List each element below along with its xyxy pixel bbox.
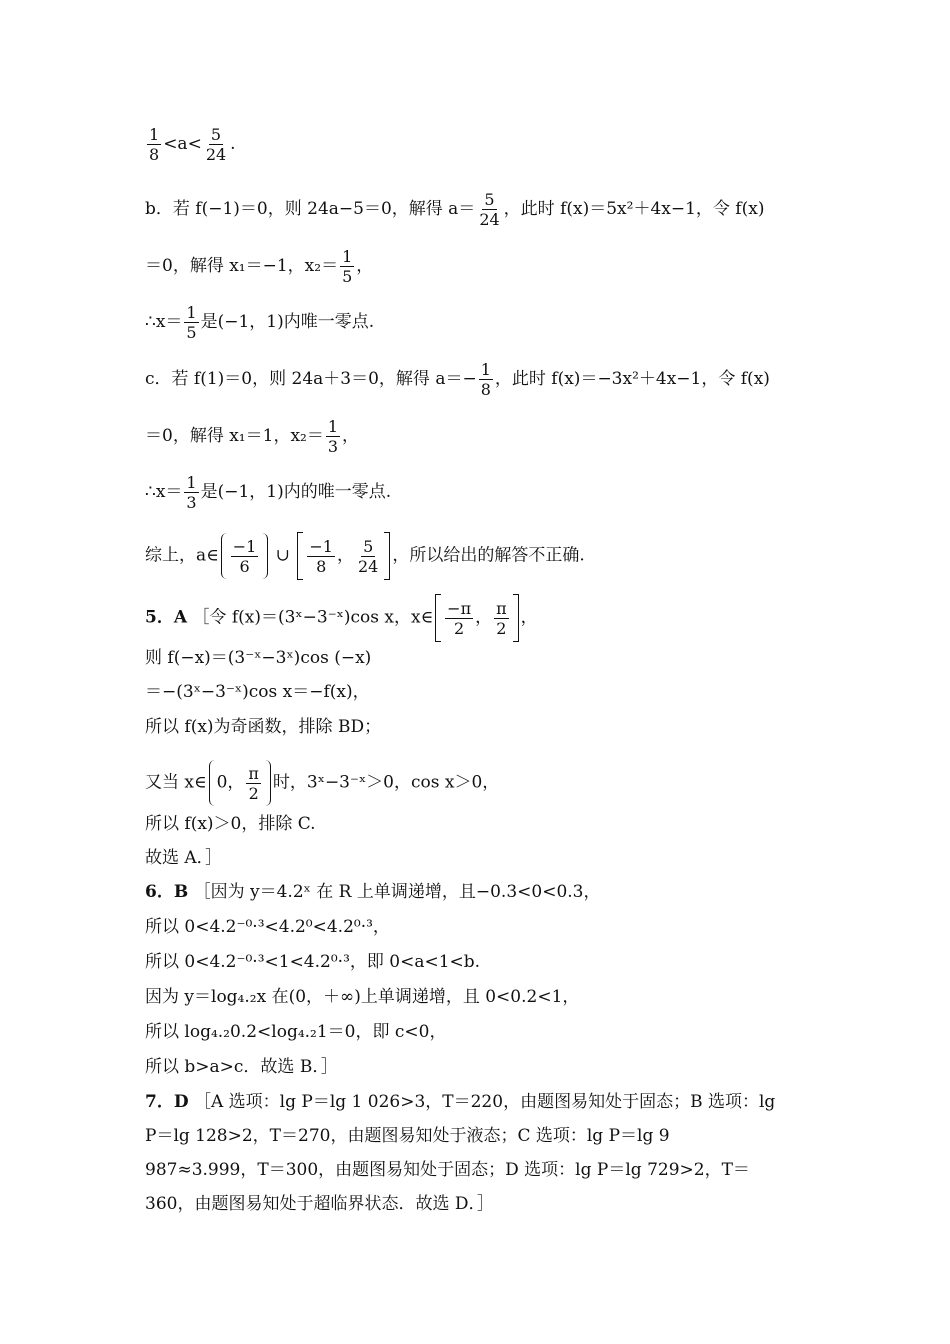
answer-label: 5．A — [145, 607, 188, 628]
line-24: 987≈3.999，T＝300，由题图易知处于固态；D 选项：lg P＝lg 729>2，T＝ — [145, 1160, 750, 1180]
line-19: 因为 y＝log₄.₂x 在(0，＋∞)上单调递增，且 0<0.2<1， — [145, 987, 580, 1007]
fraction: $\frac{-\pi}{2}$ — [447, 598, 472, 638]
line-7: ∴x＝ $\frac{1}{3}$ 是(−1，1)内的唯一零点. — [145, 473, 392, 512]
open-bracket — [297, 532, 303, 580]
close-bracket — [513, 594, 519, 642]
fraction: $\frac{1}{3}$ — [327, 417, 339, 456]
close-paren — [262, 533, 268, 579]
line-22: 7．D ［A 选项：lg P＝lg 1 026>3，T＝220，由题图易知处于固态；B 选项：lg — [145, 1092, 776, 1112]
fraction: $\frac{5}{24}$ — [205, 125, 227, 164]
line-18: 所以 0<4.2⁻⁰·³<1<4.2⁰·³，即 0<a<1<b. — [145, 952, 481, 972]
line-17: 所以 0<4.2⁻⁰·³<4.2⁰<4.2⁰·³， — [145, 917, 390, 937]
line-10: 则 f(−x)＝(3⁻ˣ−3ˣ)cos (−x) — [145, 648, 372, 668]
open-paren — [209, 760, 215, 806]
line-12: 所以 f(x)为奇函数，排除 BD； — [145, 717, 382, 737]
open-paren — [221, 533, 227, 579]
line-5: c．若 f(1)＝0，则 24a＋3＝0，解得 a＝− $\frac{1}{8}$ ，此时 f(x)＝−3x²＋4x−1，令 f(x) — [145, 360, 770, 399]
fraction: $\frac{-1}{8}$ — [309, 536, 333, 576]
fraction: $\frac{1}{5}$ — [342, 247, 353, 286]
line-16: 6．B ［因为 y＝4.2ˣ 在 R 上单调递增，且−0.3<0<0.3， — [145, 882, 601, 902]
fraction: $\frac{5}{24}$ — [479, 190, 500, 229]
line-1: $\frac{1}{8}$ <a< $\frac{5}{24}$ . — [149, 125, 236, 164]
close-bracket — [384, 532, 390, 580]
line-3: ＝0，解得 x₁＝−1，x₂＝ $\frac{1}{5}$ ， — [145, 247, 374, 286]
fraction: $\frac{5}{24}$ — [357, 536, 379, 576]
fraction: $\frac{1}{3}$ — [186, 473, 197, 512]
line-9: 5．A ［令 f(x)＝(3ˣ−3⁻ˣ)cos x，x∈ $\frac{-\pi}{2}$ ， $\frac{\pi}{2}$ ， — [145, 594, 807, 642]
fraction: $\frac{\pi}{2}$ — [248, 763, 259, 803]
line-8: 综上，a∈ $\frac{-1}{6}$ ∪ $\frac{-1}{8}$ ， $\frac{5}{24}$ ，所以给出的解答不正确. — [145, 532, 807, 580]
fraction: $\frac{\pi}{2}$ — [496, 598, 507, 638]
line-2: b．若 f(−1)＝0，则 24a−5＝0，解得 a＝ $\frac{5}{24}$ ，此时 f(x)＝5x²＋4x−1，令 f(x) — [145, 190, 765, 229]
line-25: 360，由题图易知处于超临界状态．故选 D．］ — [145, 1194, 494, 1214]
fraction: $\frac{1}{5}$ — [186, 303, 197, 342]
close-paren — [265, 760, 271, 806]
answer-label: 6．B — [145, 882, 189, 902]
line-15: 故选 A．］ — [145, 848, 223, 868]
line-6: ＝0，解得 x₁＝1，x₂＝ $\frac{1}{3}$ ， — [145, 417, 360, 456]
answer-label: 7．D — [145, 1092, 189, 1112]
line-21: 所以 b>a>c．故选 B．］ — [145, 1057, 338, 1077]
line-14: 所以 f(x)＞0，排除 C. — [145, 814, 316, 834]
fraction: $\frac{1}{8}$ — [480, 360, 491, 399]
line-23: P＝lg 128>2，T＝270，由题图易知处于液态；C 选项：lg P＝lg 9 — [145, 1126, 670, 1146]
line-4: ∴x＝ $\frac{1}{5}$ 是(−1，1)内唯一零点. — [145, 303, 375, 342]
fraction: $\frac{-1}{6}$ — [232, 536, 257, 576]
line-11: ＝−(3ˣ−3⁻ˣ)cos x＝−f(x)， — [145, 682, 370, 702]
line-20: 所以 log₄.₂0.2<log₄.₂1＝0，即 c<0， — [145, 1022, 447, 1042]
line-13: 又当 x∈ 0， $\frac{\pi}{2}$ 时，3ˣ−3⁻ˣ＞0，cos x＞0， — [145, 760, 807, 806]
fraction: $\frac{1}{8}$ — [149, 125, 160, 164]
open-bracket — [435, 594, 441, 642]
